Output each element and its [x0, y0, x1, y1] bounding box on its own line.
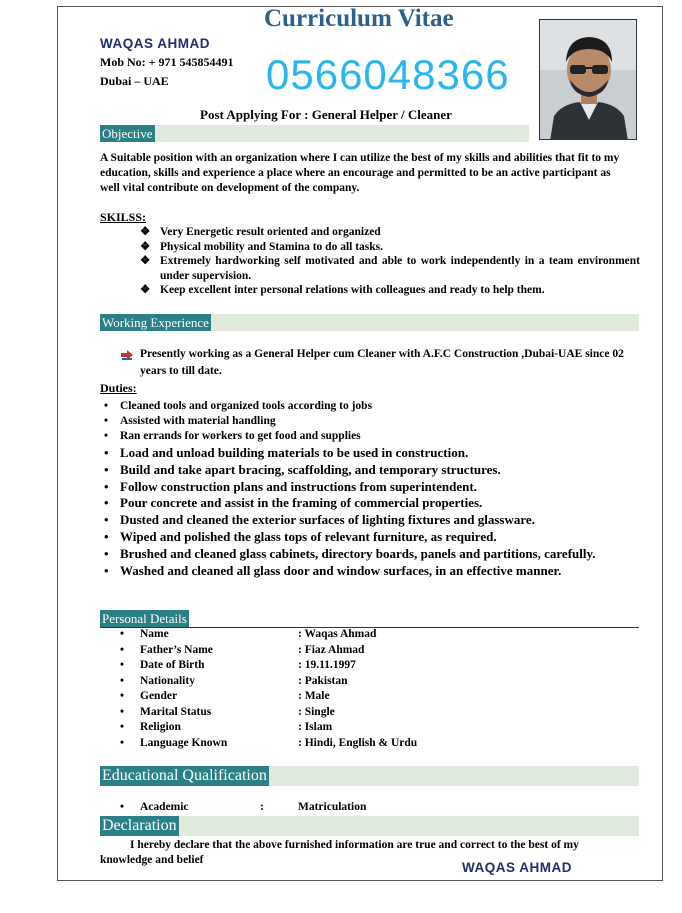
duties-heading: Duties: — [100, 381, 137, 395]
bullet-icon: • — [104, 528, 109, 544]
bullet-icon: • — [104, 512, 109, 528]
bullet-icon: • — [120, 736, 125, 749]
experience-heading: Working Experience — [102, 315, 209, 330]
bullet-icon: • — [120, 643, 125, 656]
objective-text: A Suitable position with an organization where I can utilize the best of my skills and abilities that fit to my education, skills and experience a place where an encourage and permitted to be an active participant as well vital contribute on development of the company. — [100, 152, 620, 194]
bullet-icon: • — [104, 495, 109, 511]
arrow-bullet-icon — [120, 349, 134, 361]
list-item: ❖ Extremely hardworking self motivated and able to work independently in a team environment under supervision. — [140, 255, 640, 282]
list-item: • Build and take apart bracing, scaffolding, and temporary structures. — [104, 461, 501, 477]
list-item: • Pour concrete and assist in the framing of commercial properties. — [104, 495, 483, 511]
diamond-bullet-icon: ❖ — [140, 240, 151, 253]
skills-heading: SKILSS: — [100, 210, 147, 224]
bullet-icon: • — [104, 562, 109, 578]
current-job-text: Presently working as a General Helper cum Cleaner with A.F.C Construction ,Dubai-UAE since 02 years to till date. — [140, 348, 624, 377]
bullet-icon: • — [120, 628, 125, 640]
experience-section-bar — [100, 314, 639, 331]
bullet-icon: • — [104, 461, 109, 477]
objective-heading: Objective — [102, 126, 153, 141]
list-item: • Wiped and polished the glass tops of relevant furniture, as required. — [104, 528, 497, 544]
bullet-icon: • — [104, 478, 109, 494]
list-item: • Load and unload building materials to be used in construction. — [104, 445, 469, 460]
bullet-icon: • — [120, 659, 125, 671]
bullet-icon: • — [120, 801, 125, 813]
personal-heading: Personal Details — [102, 611, 187, 626]
list-item: • Brushed and cleaned glass cabinets, directory boards, panels and partitions, carefully. — [104, 545, 596, 561]
post-applying: Post Applying For : General Helper / Cleaner — [200, 107, 452, 122]
bullet-icon: • — [104, 545, 109, 561]
diamond-bullet-icon: ❖ — [140, 255, 151, 267]
education-heading: Educational Qualification — [102, 767, 267, 784]
list-item: • Dusted and cleaned the exterior surfaces of lighting fixtures and glassware. — [104, 512, 535, 528]
duties-list-small — [100, 399, 645, 445]
declaration-heading: Declaration — [102, 817, 177, 834]
diamond-bullet-icon: ❖ — [140, 226, 151, 238]
bullet-icon: • — [120, 674, 125, 687]
phone-overlay: 0566048366 — [266, 51, 510, 98]
person-photo-icon — [540, 20, 637, 140]
cv-page: Curriculum Vitae WAQAS AHMAD Mob No: + 971 545854491 Dubai – UAE 0566048366 Post Applying For : General Helper / Cleaner Objective A Suitable position with an organization where I can utilize the best of my skills and abilities that fit to my education, skills and experience a place where an encourage and permitted to be an active participant as well vital contribute on development of the company. SKILSS: ❖ Very Energetic result oriented and organized ❖ Physical mobility and Stamina to do all tasks. ❖ Extremely hardworking self motivated and able to work independently in a team environment under supervision. ❖ Keep excellent inter personal relations with colleagues and ready to help them. Working Experience Presently working as a General Helper cum Cleaner with A.F.C Construction ,Dubai-UAE since 02 years to till date. Duties: • Cleaned tools and organized tools according to jobs • Assisted with material handling • Ran errands for workers to get food and supplies • Load and unload building materials to be used in construction. • Build and take apart bracing, scaffolding, and temporary structures. • Follow construction plans and instructions from superintendent. • Pour concrete and assist in the framing of commercial properties. • Dusted and cleaned the exterior surfaces of lighting fixtures and glassware. • Wiped and polished the glass tops of relevant furniture, as required. • Brushed and cleaned glass cabinets, directory boards, panels and partitions, carefully. • Washed and cleaned all glass door and window surfaces, in an effective manner. Personal Details • Name : Waqas Ahmad • Father’s Name : Fiaz Ahmad • Date of Birth : 19.11.1997 • Nationality : Pakistan • Gender : Male • Marital Status : Single • Religion : Islam • Language Known : Hindi, English & Urdu Educational Qualification • Academic : Matriculation Declaration I hereby declare that the above furnished information are true and correct to the best of my knowledge and belief — [57, 6, 663, 881]
bullet-icon: • — [104, 415, 109, 428]
skills-list — [140, 225, 640, 298]
signature-name: WAQAS AHMAD — [462, 860, 572, 875]
diamond-bullet-icon: ❖ — [140, 284, 151, 296]
list-item: ❖ Keep excellent inter personal relations with colleagues and ready to help them. — [140, 284, 545, 296]
declaration-section-bar — [100, 816, 639, 836]
bullet-icon: • — [104, 400, 109, 412]
bullet-icon: • — [120, 690, 125, 702]
list-item: ❖ Physical mobility and Stamina to do all tasks. — [140, 240, 384, 253]
education-section-bar — [100, 766, 639, 786]
duties-list-large — [100, 445, 645, 579]
current-job — [120, 346, 640, 380]
profile-photo — [539, 19, 637, 140]
location: Dubai – UAE — [100, 74, 169, 88]
bullet-icon: • — [120, 705, 125, 718]
bullet-icon: • — [104, 445, 109, 460]
mobile-number: Mob No: + 971 545854491 — [100, 55, 234, 69]
list-item: • Washed and cleaned all glass door and window surfaces, in an effective manner. — [104, 562, 562, 578]
applicant-name: WAQAS AHMAD — [100, 36, 210, 51]
list-item: • Cleaned tools and organized tools according to jobs — [100, 399, 645, 414]
list-item: • Follow construction plans and instructions from superintendent. — [104, 478, 477, 494]
bullet-icon: • — [104, 430, 109, 443]
list-item: • Ran errands for workers to get food and supplies — [100, 429, 645, 444]
document-title: Curriculum Vitae — [264, 5, 454, 32]
bullet-icon: • — [120, 721, 125, 733]
declaration-text: I hereby declare that the above furnished information are true and correct to the best of my knowledge and belief — [100, 839, 579, 866]
list-item: • Assisted with material handling — [100, 414, 645, 429]
objective-section-bar — [100, 125, 529, 142]
list-item: ❖ Very Energetic result oriented and organized — [140, 226, 381, 238]
